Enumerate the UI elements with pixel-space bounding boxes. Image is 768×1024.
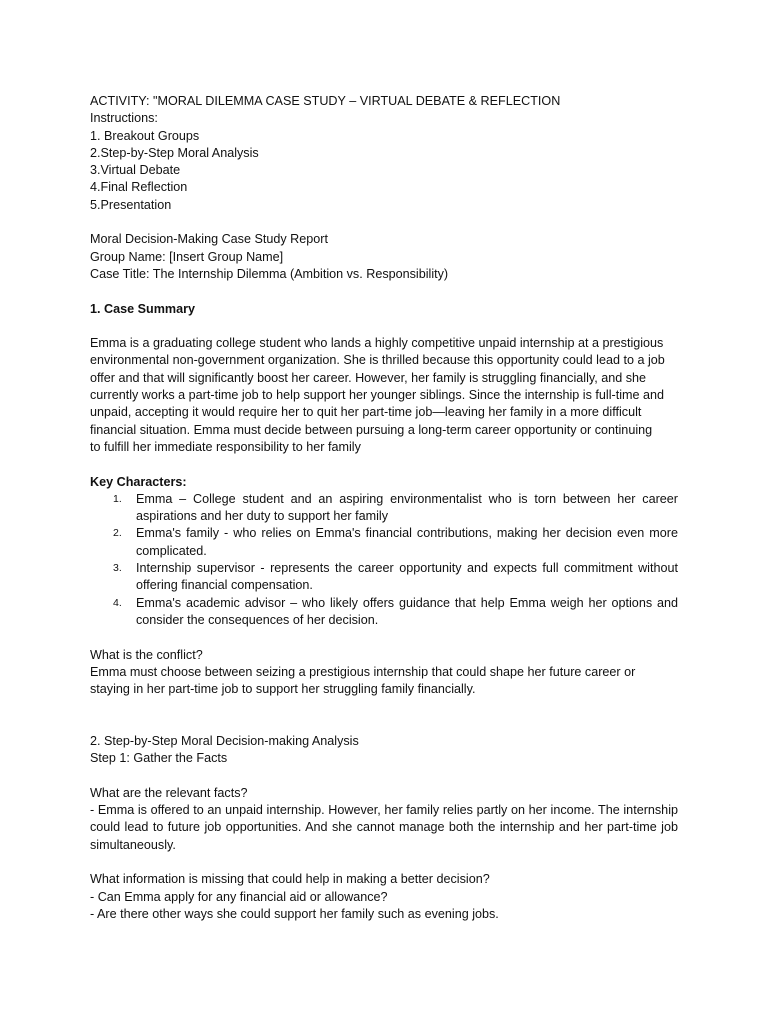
conflict-question: What is the conflict? xyxy=(90,647,203,662)
list-item-text: Emma's academic advisor – who likely offers guidance that help Emma weigh her options and consider the consequences of her decision. xyxy=(136,595,678,627)
case-summary-line: to fulfill her immediate responsibility to her family xyxy=(90,439,361,454)
key-characters-list xyxy=(90,491,678,629)
list-item-number: 1. xyxy=(113,492,122,505)
case-summary-line: Emma is a graduating college student who lands a highly competitive unpaid internship at a prestigious xyxy=(90,336,664,351)
missing-info-question: What information is missing that could help in making a better decision? xyxy=(90,872,490,887)
case-summary-line: financial situation. Emma must decide between pursuing a long-term career opportunity or continuing xyxy=(90,422,653,437)
case-summary-line: unpaid, accepting it would require her to quit her part-time job—leaving her family in a more difficult xyxy=(90,405,642,420)
instruction-item: 4.Final Reflection xyxy=(90,180,188,195)
missing-info-item: - Are there other ways she could support her family such as evening jobs. xyxy=(90,906,499,921)
instructions-label: Instructions: xyxy=(90,111,158,126)
list-item-number: 3. xyxy=(113,562,122,575)
conflict-line: Emma must choose between seizing a prestigious internship that could shape her future career or xyxy=(90,664,636,679)
list-item-text: Emma – College student and an aspiring environmentalist who is torn between her career aspirations and her duty to support her family xyxy=(136,491,678,524)
conflict-line: staying in her part-time job to support her struggling family financially. xyxy=(90,682,476,697)
list-item xyxy=(90,525,678,560)
case-summary-line: environmental non-government organization. She is thrilled because this opportunity could lead to a job xyxy=(90,353,665,368)
step-1-title: Step 1: Gather the Facts xyxy=(90,751,228,766)
instruction-item: 5.Presentation xyxy=(90,197,172,212)
facts-question: What are the relevant facts? xyxy=(90,785,248,800)
group-name: Group Name: [Insert Group Name] xyxy=(90,249,284,264)
missing-info-item: - Can Emma apply for any financial aid or allowance? xyxy=(90,889,388,904)
report-heading: Moral Decision-Making Case Study Report xyxy=(90,232,328,247)
case-summary-line: currently works a part-time job to help support her younger siblings. Since the internship is full-time and xyxy=(90,388,664,403)
list-item-number: 4. xyxy=(113,596,122,609)
key-characters-heading: Key Characters: xyxy=(90,474,187,489)
list-item xyxy=(90,491,678,526)
instruction-item: 2.Step-by-Step Moral Analysis xyxy=(90,145,259,160)
analysis-heading: 2. Step-by-Step Moral Decision-making Analysis xyxy=(90,733,359,748)
list-item-number: 2. xyxy=(113,527,122,540)
document-page xyxy=(90,93,678,923)
case-summary-heading: 1. Case Summary xyxy=(90,301,196,316)
instruction-item: 3.Virtual Debate xyxy=(90,163,181,178)
case-title: Case Title: The Internship Dilemma (Ambition vs. Responsibility) xyxy=(90,266,449,281)
list-item-text: Internship supervisor - represents the career opportunity and expects full commitment without offering financial compensation. xyxy=(136,561,678,593)
activity-title: ACTIVITY: "MORAL DILEMMA CASE STUDY – VIRTUAL DEBATE & REFLECTION xyxy=(90,94,561,108)
case-summary-line: offer and that will significantly boost her career. However, her family is struggling financially, and she xyxy=(90,370,647,385)
instruction-item: 1. Breakout Groups xyxy=(90,128,200,143)
list-item xyxy=(90,560,678,595)
list-item-text: Emma's family - who relies on Emma's financial contributions, making her decision even more complicated. xyxy=(136,526,678,558)
list-item xyxy=(90,595,678,630)
facts-text: - Emma is offered to an unpaid internship. However, her family relies partly on her income. The internship could lead to future job opportunities. And she cannot manage both the internship and her part-time job simultaneously. xyxy=(90,803,678,852)
